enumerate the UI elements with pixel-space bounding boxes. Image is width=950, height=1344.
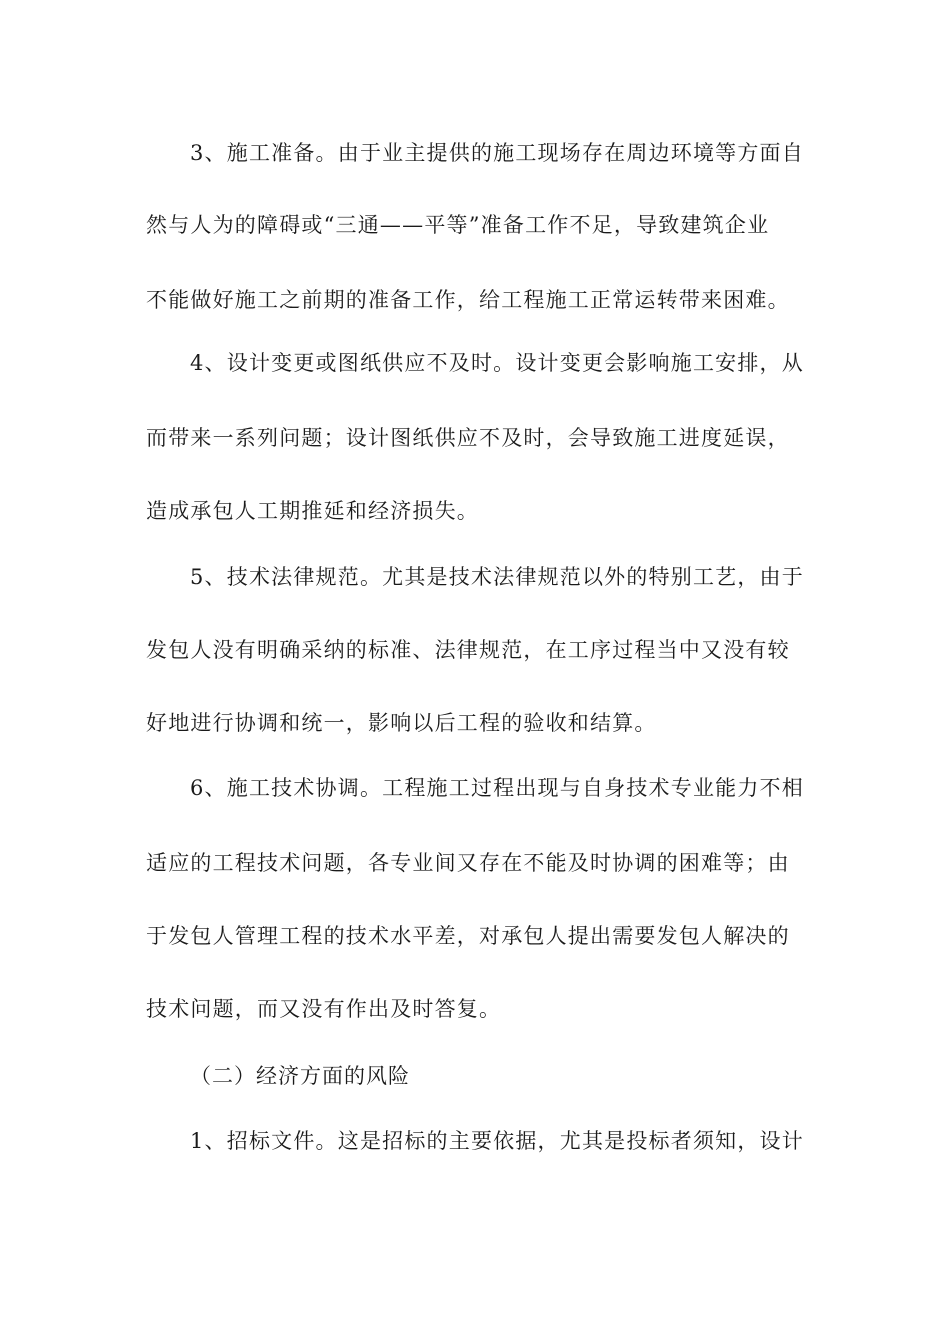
paragraph-4-line-2: 而带来一系列问题；设计图纸供应不及时，会导致施工进度延误， xyxy=(146,426,790,450)
paragraph-4-line-3: 造成承包人工期推延和经济损失。 xyxy=(146,499,479,523)
paragraph-4-line-1: 4、设计变更或图纸供应不及时。设计变更会影响施工安排，从 xyxy=(190,351,804,375)
paragraph-3-line-1: 3、施工准备。由于业主提供的施工现场存在周边环境等方面自 xyxy=(190,141,804,165)
paragraph-6-line-4: 技术问题，而又没有作出及时答复。 xyxy=(146,997,502,1021)
paragraph-6-line-1: 6、施工技术协调。工程施工过程出现与自身技术专业能力不相 xyxy=(190,776,804,800)
paragraph-5-line-2: 发包人没有明确采纳的标准、法律规范，在工序过程当中又没有较 xyxy=(146,638,790,662)
paragraph-1-line-1: 1、招标文件。这是招标的主要依据，尤其是投标者须知，设计 xyxy=(190,1129,804,1153)
paragraph-6-line-2: 适应的工程技术问题，各专业间又存在不能及时协调的困难等；由 xyxy=(146,851,790,875)
paragraph-5-line-3: 好地进行协调和统一，影响以后工程的验收和结算。 xyxy=(146,711,657,735)
paragraph-3-line-2: 然与人为的障碍或“三通——平等”准备工作不足，导致建筑企业 xyxy=(146,213,770,237)
paragraph-6-line-3: 于发包人管理工程的技术水平差，对承包人提出需要发包人解决的 xyxy=(146,924,790,948)
paragraph-5-line-1: 5、技术法律规范。尤其是技术法律规范以外的特别工艺，由于 xyxy=(190,565,804,589)
section-heading: （二）经济方面的风险 xyxy=(190,1064,410,1088)
paragraph-3-line-3: 不能做好施工之前期的准备工作，给工程施工正常运转带来困难。 xyxy=(146,288,790,312)
